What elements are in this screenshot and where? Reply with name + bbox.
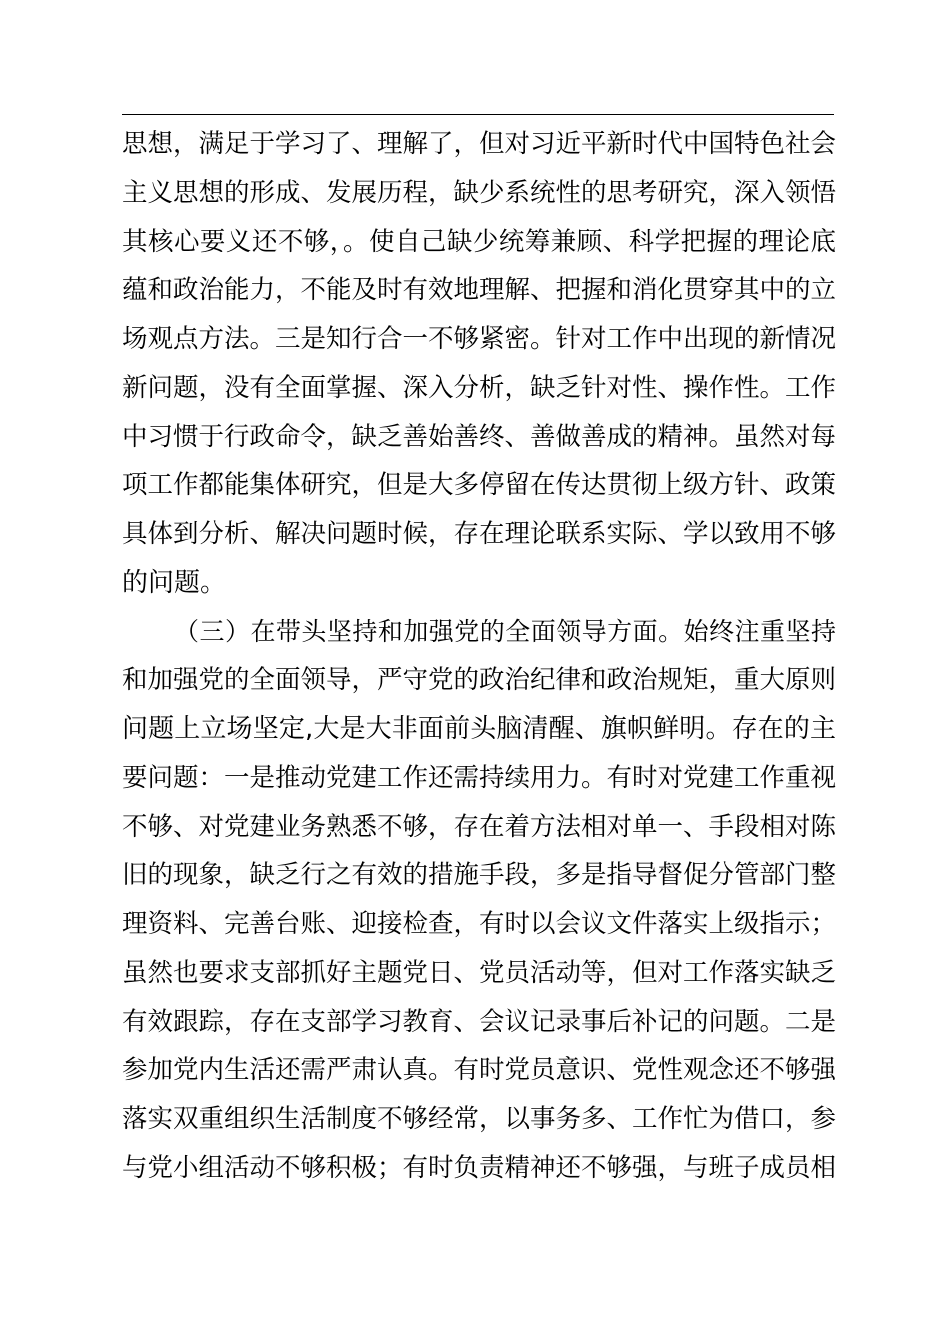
text-line: 参加党内生活还需严肃认真。有时党员意识、党性观念还不够强 <box>122 1055 837 1086</box>
text-line: 问题上立场坚定,大是大非面前头脑清醒、旗帜鲜明。存在的主 <box>122 714 836 744</box>
text-line: 虽然也要求支部抓好主题党日、党员活动等，但对工作落实缺乏 <box>122 957 837 988</box>
text-line: 具体到分析、解决问题时候，存在理论联系实际、学以致用不够 <box>122 519 837 549</box>
text-line: 蕴和政治能力，不能及时有效地理解、把握和消化贯穿其中的立 <box>122 275 837 306</box>
header-rule <box>122 114 834 115</box>
document-body <box>122 120 836 1193</box>
text-line: 要问题：一是推动党建工作还需持续用力。有时对党建工作重视 <box>122 762 837 793</box>
text-line: 理资料、完善台账、迎接检查，有时以会议文件落实上级指示； <box>122 909 837 939</box>
text-line: 新问题，没有全面掌握、深入分析，缺乏针对性、操作性。工作 <box>122 372 837 403</box>
text-line: 与党小组活动不够积极；有时负责精神还不够强，与班子成员相 <box>122 1152 837 1183</box>
text-line: 中习惯于行政命令，缺乏善始善终、善做善成的精神。虽然对每 <box>122 421 837 452</box>
text-line: 和加强党的全面领导，严守党的政治纪律和政治规矩，重大原则 <box>122 665 837 696</box>
text-line: 其核心要义还不够，。使自己缺少统筹兼顾、科学把握的理论底 <box>122 226 836 257</box>
text-line: 主义思想的形成、发展历程，缺少系统性的思考研究，深入领悟 <box>122 177 837 208</box>
text-line: 项工作都能集体研究，但是大多停留在传达贯彻上级方针、政策 <box>122 470 837 501</box>
text-line: 不够、对党建业务熟悉不够，存在着方法相对单一、手段相对陈 <box>122 811 837 842</box>
text-line: 有效跟踪，存在支部学习教育、会议记录事后补记的问题。二是 <box>122 1006 837 1037</box>
text-line: 场观点方法。三是知行合一不够紧密。针对工作中出现的新情况 <box>122 324 837 354</box>
text-line: 思想，满足于学习了、理解了，但对习近平新时代中国特色社会 <box>122 129 837 159</box>
text-line: 旧的现象，缺乏行之有效的措施手段，多是指导督促分管部门整 <box>122 860 837 891</box>
text-line: 落实双重组织生活制度不够经常，以事务多、工作忙为借口，参 <box>122 1104 837 1134</box>
text-line: 的问题。 <box>122 567 227 598</box>
section-heading-line: （三）在带头坚持和加强党的全面领导方面。始终注重坚持 <box>174 616 836 646</box>
